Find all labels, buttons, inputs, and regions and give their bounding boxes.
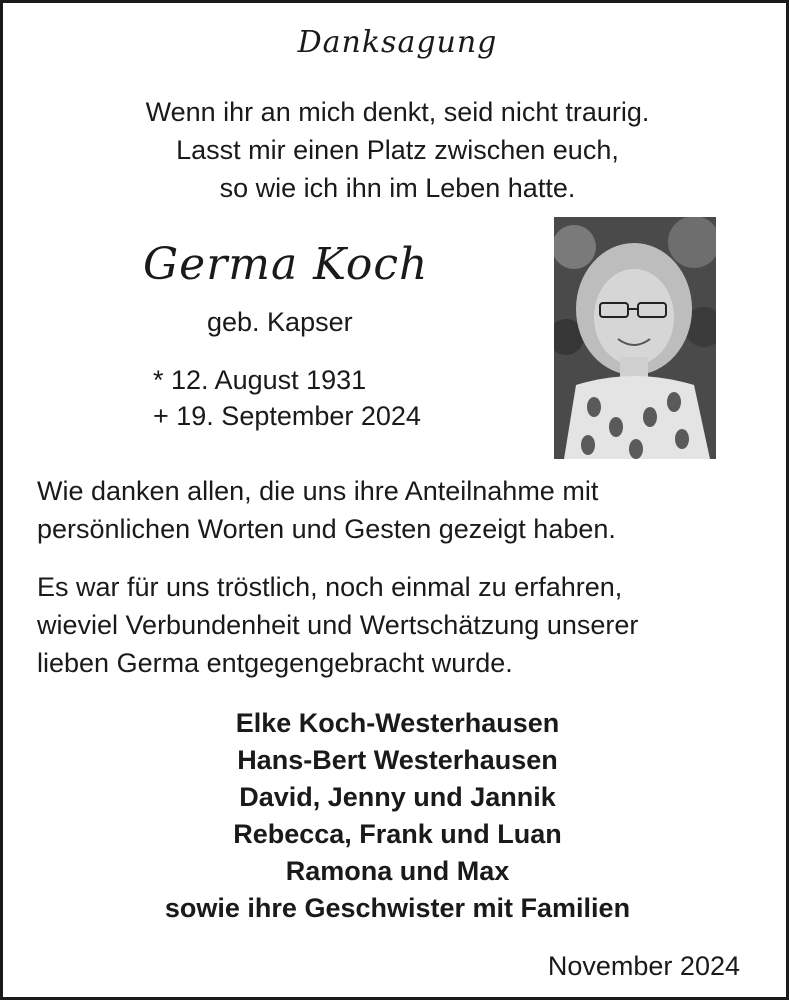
life-dates bbox=[153, 362, 421, 434]
maiden-name: geb. Kapser bbox=[207, 307, 353, 337]
signers-list bbox=[3, 705, 789, 927]
signer-name: David, Jenny und Jannik bbox=[239, 782, 556, 812]
thanks-line: Wie danken allen, die uns ihre Anteilnahme mit bbox=[37, 476, 599, 506]
signer-name: Rebecca, Frank und Luan bbox=[233, 819, 562, 849]
poem-line: Lasst mir einen Platz zwischen euch, bbox=[176, 135, 619, 165]
birth-date: * 12. August 1931 bbox=[153, 365, 367, 395]
comfort-line: lieben Germa entgegengebracht wurde. bbox=[37, 648, 513, 678]
notice-heading: Danksagung bbox=[297, 25, 498, 60]
comfort-line: Es war für uns tröstlich, noch einmal zu erfahren, bbox=[37, 572, 623, 602]
signer-name: sowie ihre Geschwister mit Familien bbox=[164, 893, 631, 923]
poem bbox=[3, 93, 789, 207]
poem-line: so wie ich ihn im Leben hatte. bbox=[219, 173, 576, 203]
death-date: + 19. September 2024 bbox=[153, 401, 421, 431]
signer-name: Ramona und Max bbox=[285, 856, 510, 886]
portrait-illustration bbox=[554, 217, 716, 459]
comfort-paragraph bbox=[37, 568, 638, 682]
thanks-paragraph bbox=[37, 472, 616, 548]
portrait-photo bbox=[554, 217, 716, 459]
thanks-line: persönlichen Worten und Gesten gezeigt haben. bbox=[37, 514, 616, 544]
notice-date: November 2024 bbox=[547, 951, 740, 981]
comfort-line: wieviel Verbundenheit und Wertschätzung unserer bbox=[37, 610, 639, 640]
signer-name: Hans-Bert Westerhausen bbox=[237, 745, 558, 775]
signer-name: Elke Koch-Westerhausen bbox=[235, 708, 560, 738]
deceased-name: Germa Koch bbox=[143, 239, 429, 290]
poem-line: Wenn ihr an mich denkt, seid nicht traurig. bbox=[145, 97, 650, 127]
